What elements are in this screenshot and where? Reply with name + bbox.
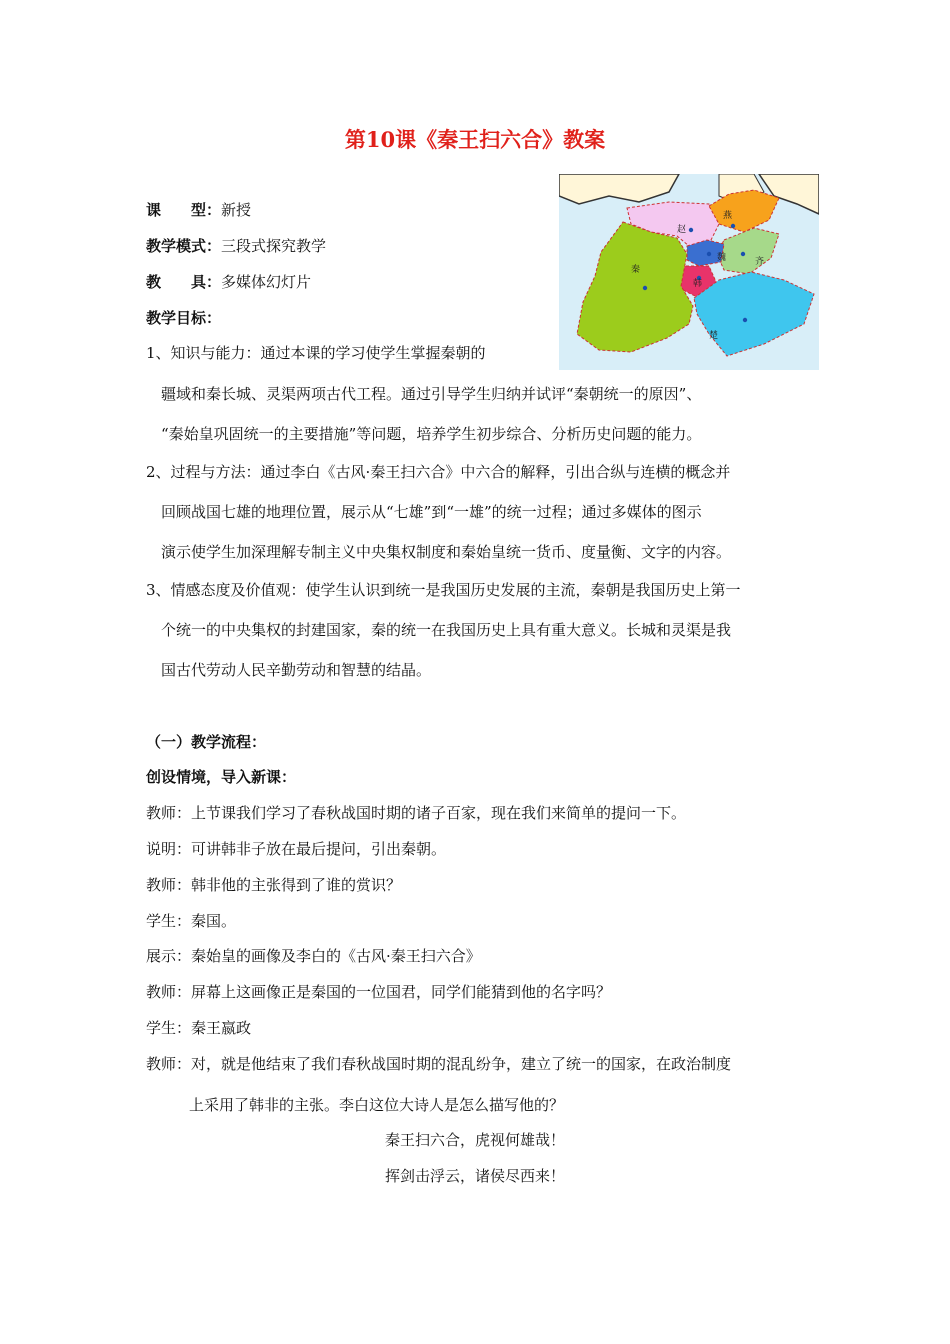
map-label-wei: 魏 <box>717 253 727 263</box>
goal-1-line-3: “秦始皇巩固统一的主要措施”等问题，培养学生初步综合、分析历史问题的能力。 <box>161 425 702 443</box>
dialogue-line: 教师：上节课我们学习了春秋战国时期的诸子百家，现在我们来简单的提问一下。 <box>146 804 687 822</box>
dialogue-line: 教师：韩非他的主张得到了谁的赏识？ <box>146 876 402 894</box>
map-label-han: 韩 <box>693 279 703 289</box>
dialogue-line: 教师：对，就是他结束了我们春秋战国时期的混乱纷争，建立了统一的国家，在政治制度 <box>146 1055 732 1073</box>
map-dot-zhao <box>689 228 693 232</box>
goal-2-line-1: 2、过程与方法：通过李白《古风·秦王扫六合》中六合的解释，引出合纵与连横的概念并 <box>146 463 731 481</box>
map-label-qi: 齐 <box>755 257 765 267</box>
flow-subheading: 创设情境，导入新课： <box>146 768 297 786</box>
dialogue-line: 说明：可讲韩非子放在最后提问，引出秦朝。 <box>146 840 447 858</box>
goal-3-line-2: 个统一的中央集权的封建国家，秦的统一在我国历史上具有重大意义。长城和灵渠是我 <box>161 621 732 639</box>
dialogue-line: 教师：屏幕上这画像正是秦国的一位国君，同学们能猜到他的名字吗？ <box>146 983 612 1001</box>
meta-teaching-tools: 教 具：多媒体幻灯片 <box>146 273 312 291</box>
map-label-qin: 秦 <box>631 265 641 275</box>
map-dot-wei <box>707 252 711 256</box>
dialogue-line-continuation: 上采用了韩非的主张。李白这位大诗人是怎么描写他的？ <box>189 1096 565 1114</box>
flow-heading: （一）教学流程： <box>146 733 267 751</box>
map-label-yan: 燕 <box>723 211 733 221</box>
warring-states-map <box>559 174 819 370</box>
dialogue-line: 展示：秦始皇的画像及李白的《古风·秦王扫六合》 <box>146 947 481 965</box>
map-label-chu: 楚 <box>709 331 719 341</box>
map-dot-yan <box>731 224 735 228</box>
map-label-zhao: 赵 <box>677 225 687 235</box>
goal-3-line-1: 3、情感态度及价值观：使学生认识到统一是我国历史发展的主流，秦朝是我国历史上第一 <box>146 581 741 599</box>
dialogue-line: 学生：秦国。 <box>146 912 237 930</box>
goal-1-line-2: 疆域和秦长城、灵渠两项古代工程。通过引导学生归纳并试评“秦朝统一的原因”、 <box>161 385 702 403</box>
goal-3-line-3: 国古代劳动人民辛勤劳动和智慧的结晶。 <box>161 661 432 679</box>
goal-2-line-2: 回顾战国七雄的地理位置，展示从“七雄”到“一雄”的统一过程；通过多媒体的图示 <box>161 503 702 521</box>
meta-lesson-type: 课 型：新授 <box>146 201 252 219</box>
poem-line-1: 秦王扫六合，虎视何雄哉！ <box>384 1131 565 1149</box>
goals-heading: 教学目标： <box>146 309 222 327</box>
goal-2-line-3: 演示使学生加深理解专制主义中央集权制度和秦始皇统一货币、度量衡、文字的内容。 <box>161 543 732 561</box>
map-dot-qi <box>741 252 745 256</box>
dialogue-line: 学生：秦王嬴政 <box>146 1019 252 1037</box>
meta-teaching-mode: 教学模式：三段式探究教学 <box>146 237 327 255</box>
map-dot-qin <box>643 286 647 290</box>
poem-line-2: 挥剑击浮云，诸侯尽西来！ <box>384 1167 565 1185</box>
document-title: 第10课《秦王扫六合》教案 <box>344 127 606 152</box>
goal-1-line-1: 1、知识与能力：通过本课的学习使学生掌握秦朝的 <box>146 344 486 362</box>
map-dot-chu <box>743 318 747 322</box>
